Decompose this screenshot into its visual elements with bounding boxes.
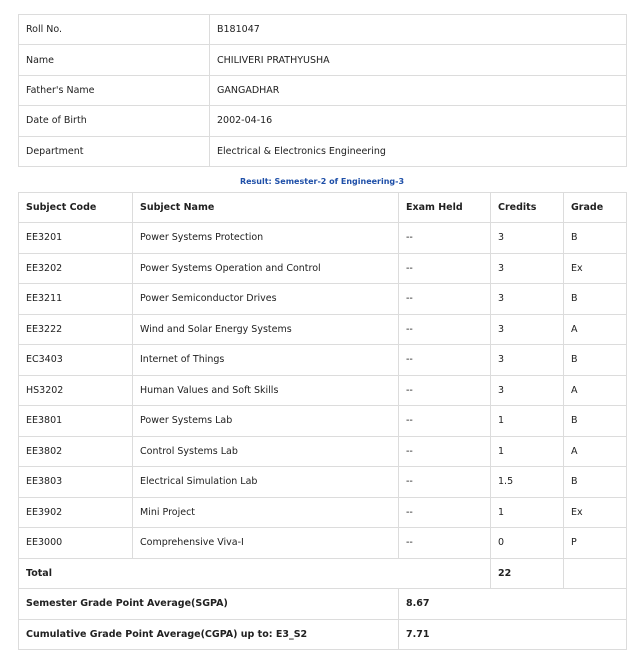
cgpa-value: 7.71 <box>399 619 627 650</box>
subject-name-cell: Power Systems Operation and Control <box>133 253 399 284</box>
student-info-row <box>19 15 627 45</box>
credits-cell: 1 <box>491 436 564 467</box>
table-row <box>19 436 627 467</box>
table-row <box>19 497 627 528</box>
subject-code-cell: EE3802 <box>19 436 133 467</box>
student-info-row <box>19 136 627 166</box>
subject-name-cell: Electrical Simulation Lab <box>133 467 399 498</box>
credits-cell: 1.5 <box>491 467 564 498</box>
exam-held-cell: -- <box>399 375 491 406</box>
exam-held-cell: -- <box>399 284 491 315</box>
grade-cell: Ex <box>564 497 627 528</box>
table-row <box>19 345 627 376</box>
credits-cell: 3 <box>491 345 564 376</box>
grade-cell: A <box>564 375 627 406</box>
subject-name-cell: Power Semiconductor Drives <box>133 284 399 315</box>
exam-held-cell: -- <box>399 528 491 559</box>
subject-code-cell: EE3902 <box>19 497 133 528</box>
subject-name-cell: Human Values and Soft Skills <box>133 375 399 406</box>
column-header-credits: Credits <box>491 193 564 223</box>
total-grade-empty <box>564 558 627 589</box>
credits-cell: 1 <box>491 406 564 437</box>
results-summary <box>19 558 627 650</box>
subject-code-cell: EE3801 <box>19 406 133 437</box>
credits-cell: 3 <box>491 253 564 284</box>
student-field-value: B181047 <box>210 15 627 45</box>
exam-held-cell: -- <box>399 223 491 254</box>
credits-cell: 3 <box>491 284 564 315</box>
credits-cell: 3 <box>491 375 564 406</box>
student-field-value: 2002-04-16 <box>210 106 627 136</box>
header-row <box>19 193 627 223</box>
cgpa-label: Cumulative Grade Point Average(CGPA) up to: E3_S2 <box>19 619 399 650</box>
credits-cell: 1 <box>491 497 564 528</box>
student-info-row <box>19 75 627 105</box>
table-row <box>19 375 627 406</box>
subject-code-cell: EE3000 <box>19 528 133 559</box>
exam-held-cell: -- <box>399 467 491 498</box>
exam-held-cell: -- <box>399 314 491 345</box>
credits-cell: 3 <box>491 223 564 254</box>
subject-code-cell: EE3202 <box>19 253 133 284</box>
grade-cell: B <box>564 406 627 437</box>
grade-cell: B <box>564 284 627 315</box>
subject-name-cell: Control Systems Lab <box>133 436 399 467</box>
total-row <box>19 558 627 589</box>
subject-code-cell: EE3222 <box>19 314 133 345</box>
credits-cell: 0 <box>491 528 564 559</box>
sgpa-row <box>19 589 627 620</box>
subject-name-cell: Comprehensive Viva-I <box>133 528 399 559</box>
student-info-row <box>19 45 627 75</box>
sgpa-label: Semester Grade Point Average(SGPA) <box>19 589 399 620</box>
subject-code-cell: EC3403 <box>19 345 133 376</box>
column-header-subject-code: Subject Code <box>19 193 133 223</box>
student-field-value: CHILIVERI PRATHYUSHA <box>210 45 627 75</box>
sgpa-value: 8.67 <box>399 589 627 620</box>
student-field-value: Electrical & Electronics Engineering <box>210 136 627 166</box>
student-info-body <box>19 15 627 167</box>
student-field-label: Date of Birth <box>19 106 210 136</box>
column-header-grade: Grade <box>564 193 627 223</box>
subject-name-cell: Power Systems Lab <box>133 406 399 437</box>
grade-cell: A <box>564 436 627 467</box>
grade-cell: A <box>564 314 627 345</box>
table-row <box>19 223 627 254</box>
grade-cell: Ex <box>564 253 627 284</box>
results-header <box>19 193 627 223</box>
table-row <box>19 467 627 498</box>
exam-held-cell: -- <box>399 406 491 437</box>
table-row <box>19 406 627 437</box>
student-field-label: Father's Name <box>19 75 210 105</box>
subject-code-cell: EE3201 <box>19 223 133 254</box>
subject-name-cell: Wind and Solar Energy Systems <box>133 314 399 345</box>
exam-held-cell: -- <box>399 436 491 467</box>
table-row <box>19 314 627 345</box>
table-row <box>19 253 627 284</box>
total-label: Total <box>19 558 491 589</box>
column-header-subject-name: Subject Name <box>133 193 399 223</box>
column-header-exam-held: Exam Held <box>399 193 491 223</box>
student-field-label: Roll No. <box>19 15 210 45</box>
table-row <box>19 284 627 315</box>
subject-name-cell: Mini Project <box>133 497 399 528</box>
grade-cell: B <box>564 467 627 498</box>
results-body <box>19 223 627 559</box>
student-field-label: Name <box>19 45 210 75</box>
subject-code-cell: HS3202 <box>19 375 133 406</box>
total-credits: 22 <box>491 558 564 589</box>
results-table <box>18 192 627 650</box>
subject-name-cell: Power Systems Protection <box>133 223 399 254</box>
result-title: Result: Semester-2 of Engineering-3 <box>239 177 405 186</box>
student-info-row <box>19 106 627 136</box>
table-row <box>19 528 627 559</box>
subject-code-cell: EE3803 <box>19 467 133 498</box>
credits-cell: 3 <box>491 314 564 345</box>
grade-cell: B <box>564 223 627 254</box>
subject-code-cell: EE3211 <box>19 284 133 315</box>
cgpa-row <box>19 619 627 650</box>
student-field-label: Department <box>19 136 210 166</box>
student-field-value: GANGADHAR <box>210 75 627 105</box>
student-info-table <box>18 14 627 167</box>
grade-cell: B <box>564 345 627 376</box>
exam-held-cell: -- <box>399 345 491 376</box>
subject-name-cell: Internet of Things <box>133 345 399 376</box>
exam-held-cell: -- <box>399 253 491 284</box>
exam-held-cell: -- <box>399 497 491 528</box>
grade-cell: P <box>564 528 627 559</box>
